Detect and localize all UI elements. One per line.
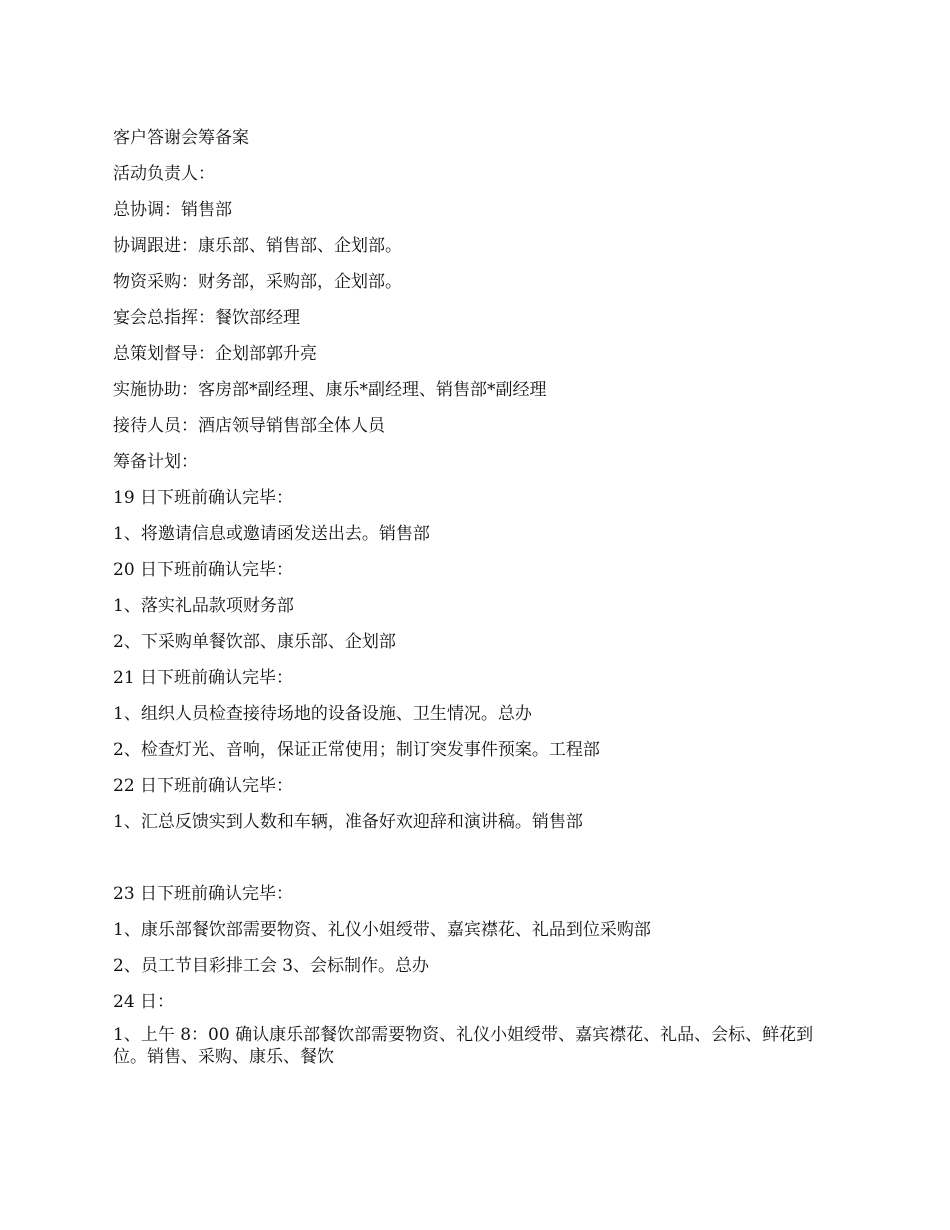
task-item: 1、上午 8：00 确认康乐部餐饮部需要物资、礼仪小姐绶带、嘉宾襟花、礼品、会标、鲜花到位。销售、采购、康乐、餐饮 (113, 1025, 814, 1067)
date-heading: 22 日下班前确认完毕： (113, 776, 294, 796)
date-heading: 19 日下班前确认完毕： (113, 488, 294, 508)
text-line: 协调跟进：康乐部、销售部、企划部。 (113, 236, 402, 256)
date-heading: 20 日下班前确认完毕： (113, 560, 294, 580)
text-line: 物资采购：财务部，采购部，企划部。 (113, 272, 402, 292)
text-line: 实施协助：客房部*副经理、康乐*副经理、销售部*副经理 (113, 380, 547, 400)
date-heading: 21 日下班前确认完毕： (113, 668, 294, 688)
section-heading-responsible: 活动负责人： (113, 164, 215, 184)
task-item: 2、检查灯光、音响，保证正常使用；制订突发事件预案。工程部 (113, 740, 600, 760)
blank-line (113, 844, 843, 880)
date-heading: 23 日下班前确认完毕： (113, 884, 294, 904)
task-item: 1、落实礼品款项财务部 (113, 596, 294, 616)
document-body (113, 124, 843, 1068)
date-heading: 24 日： (113, 992, 175, 1012)
document-title: 客户答谢会筹备案 (113, 128, 249, 148)
text-line: 宴会总指挥：餐饮部经理 (113, 308, 300, 328)
task-item: 1、将邀请信息或邀请函发送出去。销售部 (113, 524, 430, 544)
task-item: 1、康乐部餐饮部需要物资、礼仪小姐绶带、嘉宾襟花、礼品到位采购部 (113, 920, 651, 940)
task-item: 2、员工节目彩排工会 3、会标制作。总办 (113, 956, 430, 976)
section-heading-plan: 筹备计划： (113, 452, 198, 472)
text-line: 总协调：销售部 (113, 200, 232, 220)
text-line: 接待人员：酒店领导销售部全体人员 (113, 416, 385, 436)
task-item: 1、组织人员检查接待场地的设备设施、卫生情况。总办 (113, 704, 532, 724)
text-line: 总策划督导：企划部郭升亮 (113, 344, 317, 364)
task-item: 1、汇总反馈实到人数和车辆，准备好欢迎辞和演讲稿。销售部 (113, 812, 583, 832)
task-item: 2、下采购单餐饮部、康乐部、企划部 (113, 632, 396, 652)
